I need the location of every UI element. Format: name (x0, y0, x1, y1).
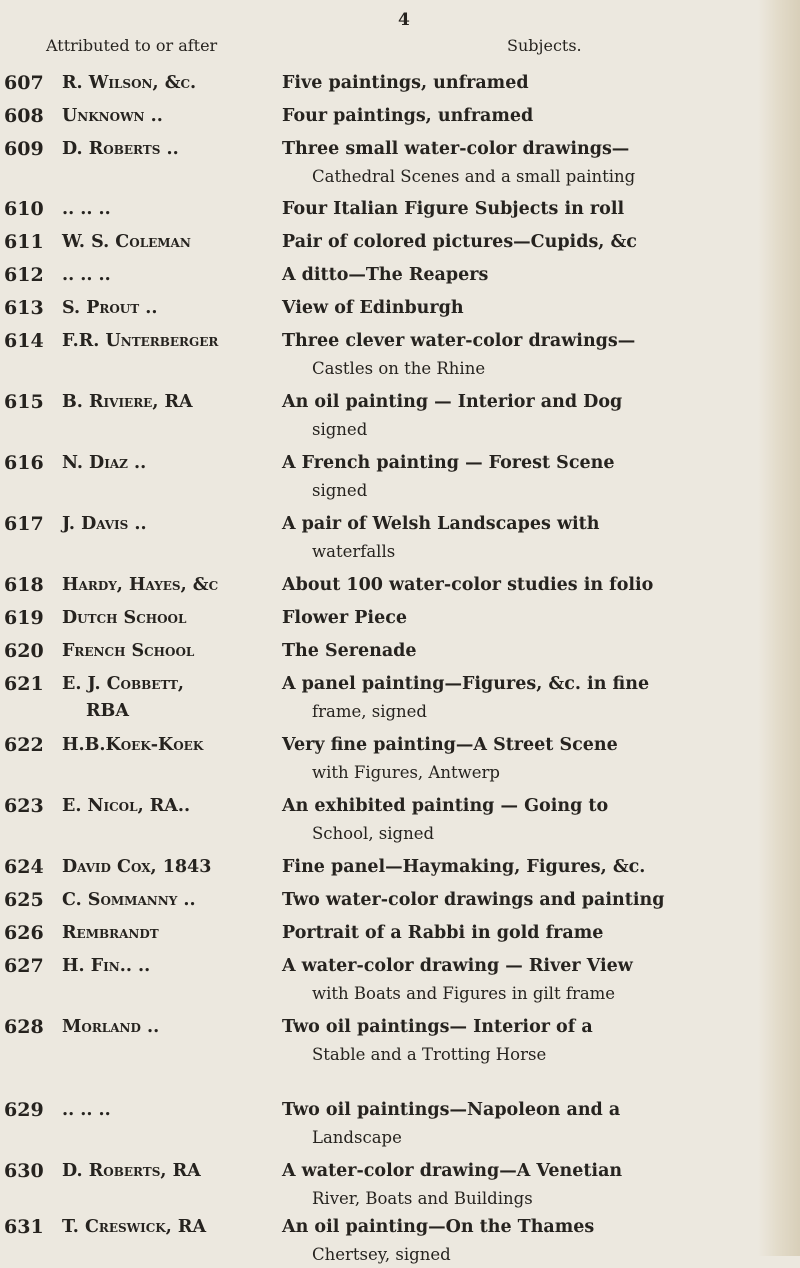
attribution-text: David Cox, 1843 (62, 857, 212, 877)
lot-number: 608 (4, 105, 44, 127)
lot-number: 624 (4, 856, 44, 878)
attribution-text: S. Prout .. (62, 298, 158, 318)
lot-attribution (62, 638, 262, 665)
lot-number: 631 (4, 1216, 44, 1238)
subject-text: An oil painting — Interior and Dog (282, 392, 623, 412)
attribution-text: Hardy, Hayes, &c (62, 575, 219, 595)
attribution-text: .. .. .. (62, 265, 111, 285)
subject-text: Fine panel—Haymaking, Figures, &c. (282, 857, 646, 877)
header-attributed: Attributed to or after (46, 36, 218, 55)
attribution-text: D. Roberts, RA (62, 1161, 201, 1181)
lot-number: 612 (4, 264, 44, 286)
lot-subject (282, 1214, 762, 1268)
lot-number: 618 (4, 574, 44, 596)
lot-subject (282, 953, 762, 1007)
lot-attribution (62, 511, 262, 538)
subject-text: A panel painting—Figures, &c. in fine (282, 674, 650, 694)
lot-number: 621 (4, 673, 44, 695)
lot-number: 607 (4, 72, 44, 94)
subject-text: An exhibited painting — Going to (282, 796, 609, 816)
attribution-text: R. Wilson, &c. (62, 73, 197, 93)
lot-number: 623 (4, 795, 44, 817)
lot-attribution (62, 328, 262, 355)
lot-attribution (62, 953, 262, 980)
subject-text-line2: River, Boats and Buildings (312, 1189, 533, 1208)
lot-subject (282, 572, 762, 599)
lot-subject (282, 262, 762, 289)
lot-number: 616 (4, 452, 44, 474)
subject-text: Five paintings, unframed (282, 73, 529, 93)
lot-number: 626 (4, 922, 44, 944)
lot-number: 630 (4, 1160, 44, 1182)
lot-subject (282, 1014, 762, 1068)
lot-subject (282, 887, 762, 914)
subject-text-line2: Landscape (312, 1128, 402, 1147)
subject-text-line2: School, signed (312, 824, 435, 843)
subject-text: A French painting — Forest Scene (282, 453, 615, 473)
lot-attribution (62, 1214, 262, 1241)
subject-text: Two water-color drawings and painting (282, 890, 665, 910)
lot-attribution (62, 920, 262, 947)
lot-number: 617 (4, 513, 44, 535)
lot-attribution (62, 136, 262, 163)
attribution-text: Unknown .. (62, 106, 163, 126)
lot-attribution (62, 229, 262, 256)
lot-number: 625 (4, 889, 44, 911)
lot-number: 628 (4, 1016, 44, 1038)
attribution-text: D. Roberts .. (62, 139, 179, 159)
attribution-text: E. J. Cobbett, (62, 674, 184, 694)
subject-text: A water-color drawing—A Venetian (282, 1161, 623, 1181)
attribution-text: Dutch School (62, 608, 187, 628)
lot-attribution (62, 450, 262, 477)
lot-subject (282, 70, 762, 97)
attribution-text: B. Riviere, RA (62, 392, 193, 412)
attribution-text: T. Creswick, RA (62, 1217, 207, 1237)
attribution-text: N. Diaz .. (62, 453, 147, 473)
lot-attribution (62, 262, 262, 289)
attribution-text: W. S. Coleman (62, 232, 191, 252)
lot-subject (282, 920, 762, 947)
lot-subject (282, 328, 762, 382)
subject-text: Pair of colored pictures—Cupids, &c (282, 232, 637, 252)
header-subjects: Subjects. (507, 36, 582, 55)
lot-subject (282, 605, 762, 632)
lot-subject (282, 103, 762, 130)
lot-subject (282, 511, 762, 565)
lot-number: 609 (4, 138, 44, 160)
subject-text: Two oil paintings— Interior of a (282, 1017, 593, 1037)
attribution-text: Rembrandt (62, 923, 159, 943)
subject-text: Three clever water-color drawings— (282, 331, 636, 351)
lot-subject (282, 1097, 762, 1151)
subject-text: Very fine painting—A Street Scene (282, 735, 618, 755)
subject-text-line2: waterfalls (312, 542, 396, 561)
lot-attribution (62, 1158, 262, 1185)
subject-text: A water-color drawing — River View (282, 956, 633, 976)
lot-subject (282, 854, 762, 881)
subject-text: View of Edinburgh (282, 298, 464, 318)
attribution-text: C. Sommanny .. (62, 890, 196, 910)
lot-subject (282, 295, 762, 322)
lot-number: 620 (4, 640, 44, 662)
attribution-text-line2: RBA (86, 701, 129, 721)
attribution-text: Morland .. (62, 1017, 160, 1037)
subject-text: Two oil paintings—Napoleon and a (282, 1100, 621, 1120)
lot-attribution (62, 854, 262, 881)
subject-text: Four paintings, unframed (282, 106, 534, 126)
subject-text: A pair of Welsh Landscapes with (282, 514, 600, 534)
lot-attribution (62, 196, 262, 223)
subject-text: An oil painting—On the Thames (282, 1217, 595, 1237)
lot-attribution (62, 1014, 262, 1041)
lot-attribution (62, 793, 262, 820)
lot-attribution (62, 605, 262, 632)
lot-attribution (62, 103, 262, 130)
attribution-text: French School (62, 641, 195, 661)
lot-number: 611 (4, 231, 44, 253)
attribution-text: E. Nicol, RA.. (62, 796, 191, 816)
subject-text: Portrait of a Rabbi in gold frame (282, 923, 604, 943)
page-edge-shadow (758, 0, 800, 1256)
lot-subject (282, 638, 762, 665)
subject-text: A ditto—The Reapers (282, 265, 489, 285)
lot-subject (282, 732, 762, 786)
subject-text-line2: frame, signed (312, 702, 427, 721)
lot-attribution (62, 70, 262, 97)
lot-subject (282, 136, 762, 190)
lot-attribution (62, 732, 262, 759)
attribution-text: F.R. Unterberger (62, 331, 219, 351)
subject-text: Flower Piece (282, 608, 407, 628)
attribution-text: .. .. .. (62, 199, 111, 219)
lot-subject (282, 793, 762, 847)
lot-attribution (62, 295, 262, 322)
lot-attribution (62, 572, 262, 599)
lot-number: 614 (4, 330, 44, 352)
subject-text-line2: Chertsey, signed (312, 1245, 451, 1264)
lot-subject (282, 229, 762, 256)
lot-number: 627 (4, 955, 44, 977)
subject-text: About 100 water-color studies in folio (282, 575, 654, 595)
lot-subject (282, 1158, 762, 1212)
lot-subject (282, 196, 762, 223)
subject-text-line2: signed (312, 481, 368, 500)
lot-number: 619 (4, 607, 44, 629)
subject-text-line2: with Figures, Antwerp (312, 763, 500, 782)
lot-number: 629 (4, 1099, 44, 1121)
subject-text-line2: Cathedral Scenes and a small painting (312, 167, 636, 186)
attribution-text: H. Fin.. .. (62, 956, 151, 976)
lot-number: 613 (4, 297, 44, 319)
lot-subject (282, 671, 762, 725)
subject-text-line2: signed (312, 420, 368, 439)
lot-number: 615 (4, 391, 44, 413)
subject-text: Three small water-color drawings— (282, 139, 630, 159)
subject-text: Four Italian Figure Subjects in roll (282, 199, 625, 219)
lot-attribution (62, 671, 262, 725)
subject-text-line2: with Boats and Figures in gilt frame (312, 984, 616, 1003)
subject-text: The Serenade (282, 641, 417, 661)
subject-text-line2: Stable and a Trotting Horse (312, 1045, 547, 1064)
lot-attribution (62, 389, 262, 416)
page-number: 4 (398, 10, 410, 30)
attribution-text: J. Davis .. (62, 514, 147, 534)
lot-number: 622 (4, 734, 44, 756)
lot-attribution (62, 1097, 262, 1124)
attribution-text: H.B.Koek-Koek (62, 735, 204, 755)
lot-number: 610 (4, 198, 44, 220)
lot-subject (282, 389, 762, 443)
subject-text-line2: Castles on the Rhine (312, 359, 486, 378)
lot-subject (282, 450, 762, 504)
lot-attribution (62, 887, 262, 914)
attribution-text: .. .. .. (62, 1100, 111, 1120)
